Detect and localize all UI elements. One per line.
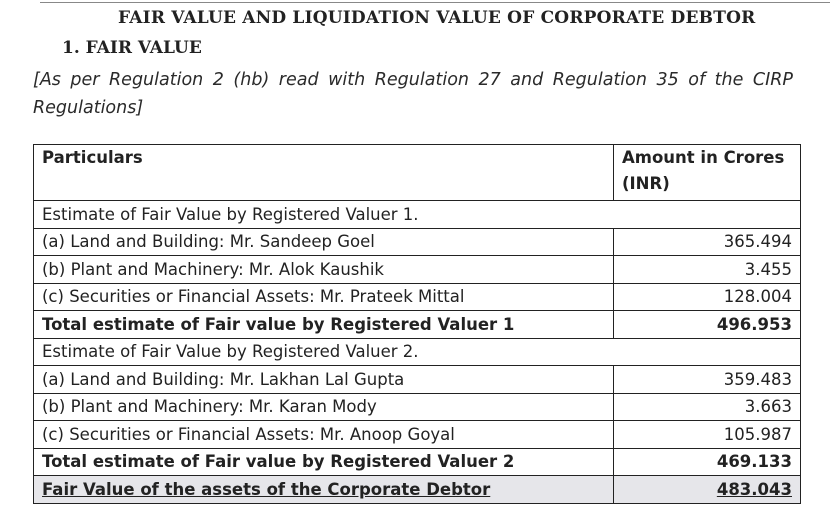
row-amount: 469.133	[614, 448, 801, 476]
row-amount: 483.043	[614, 476, 801, 504]
row-label: (b) Plant and Machinery: Mr. Karan Mody	[34, 393, 614, 421]
section-heading: 1. FAIR VALUE	[62, 38, 202, 58]
regulation-note: [As per Regulation 2 (hb) read with Regulation 27 and Regulation 35 of the CIRP Regulations]	[33, 70, 793, 118]
row-amount	[614, 338, 801, 366]
document-title: FAIR VALUE AND LIQUIDATION VALUE OF CORPORATE DEBTOR	[118, 8, 756, 28]
table-row	[34, 256, 801, 284]
table-row	[34, 421, 801, 449]
row-amount: 105.987	[614, 421, 801, 449]
row-amount: 3.663	[614, 393, 801, 421]
header-amount: Amount in Crores (INR)	[614, 145, 801, 201]
row-label: (b) Plant and Machinery: Mr. Alok Kaushik	[34, 256, 614, 284]
row-amount: 496.953	[614, 311, 801, 339]
row-label: (c) Securities or Financial Assets: Mr. Prateek Mittal	[34, 283, 614, 311]
row-label: Total estimate of Fair value by Registered Valuer 2	[34, 448, 614, 476]
row-amount: 3.455	[614, 256, 801, 284]
total-row	[34, 448, 801, 476]
top-rule	[40, 2, 830, 3]
table-row	[34, 283, 801, 311]
row-label: Fair Value of the assets of the Corporate Debtor	[34, 476, 614, 504]
table-row	[34, 366, 801, 394]
row-label: Estimate of Fair Value by Registered Valuer 1.	[34, 201, 614, 229]
fair-value-total-row	[34, 476, 801, 504]
fair-value-table	[33, 144, 801, 504]
row-label: (c) Securities or Financial Assets: Mr. Anoop Goyal	[34, 421, 614, 449]
row-amount	[614, 201, 801, 229]
table-header-row	[34, 145, 801, 201]
table-row	[34, 338, 801, 366]
table-row	[34, 201, 801, 229]
header-particulars: Particulars	[34, 145, 614, 201]
row-amount: 128.004	[614, 283, 801, 311]
total-row	[34, 311, 801, 339]
row-amount: 359.483	[614, 366, 801, 394]
row-label: (a) Land and Building: Mr. Lakhan Lal Gupta	[34, 366, 614, 394]
table-row	[34, 393, 801, 421]
row-amount: 365.494	[614, 228, 801, 256]
table-row	[34, 228, 801, 256]
row-label: Estimate of Fair Value by Registered Valuer 2.	[34, 338, 614, 366]
row-label: (a) Land and Building: Mr. Sandeep Goel	[34, 228, 614, 256]
row-label: Total estimate of Fair value by Registered Valuer 1	[34, 311, 614, 339]
